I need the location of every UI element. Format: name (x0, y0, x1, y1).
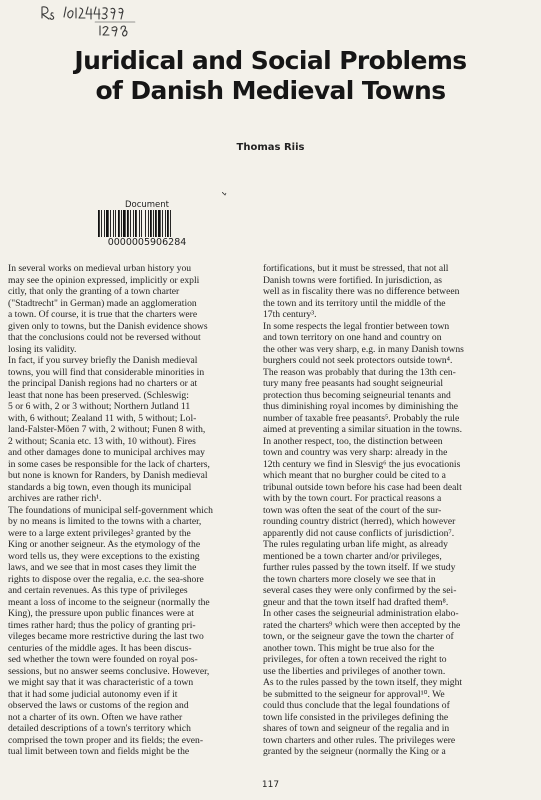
text-line: King), the pressure upon public finances were at (8, 608, 194, 619)
text-line: by no means is limited to the towns with a charter, (8, 516, 202, 527)
text-line: with by the town court. For practical reasons a (263, 493, 442, 504)
text-line: the town charters more closely we see that in (263, 573, 436, 585)
document-number: 0000005906284 (107, 237, 187, 248)
text-line: may see the opinion expressed, implicitly or expli (8, 274, 200, 286)
text-line: granted by the seigneur (normally the King or a (263, 746, 446, 757)
text-line: times rather hard; thus the policy of granting pri- (8, 619, 196, 631)
text-line: rights to dispose over the regalia, e.c. the sea-shore (8, 573, 204, 585)
text-line: could thus conclude that the legal foundations of (263, 700, 450, 711)
title-line-1: Juridical and Social Problems (74, 46, 467, 75)
text-line: be submitted to the seigneur for approval¹⁰. We (263, 688, 445, 700)
text-line: privileges, for often a town received the right to (263, 654, 447, 665)
text-line: the town and its territory until the middle of the (263, 297, 446, 309)
text-line: archives are rather rich¹. (8, 493, 102, 504)
text-line: in some cases be responsible for the lack of charters, (8, 458, 210, 470)
text-line: given only to towns, but the Danish evidence shows (8, 320, 208, 332)
text-line: sessions, but no answer seems conclusive. However, (8, 665, 210, 677)
text-line: tribunal outside town before his case had been dealt (263, 481, 462, 493)
tick-mark (222, 192, 227, 197)
title-line-2: of Danish Medieval Towns (95, 76, 446, 105)
text-line: another town. This might be true also for the (263, 642, 435, 654)
text-line: detailed descriptions of a town's territory which (8, 723, 191, 734)
text-line: laws, and we see that in most cases they limit the (8, 562, 197, 573)
text-line: with, 6 without; Zealand 11 with, 5 without; Lol- (8, 412, 197, 424)
text-line: comprised the town proper and its fields; the even- (8, 734, 204, 746)
text-line: and other damages done to municipal archives may (8, 447, 205, 458)
text-line: but none is known for Randers, by Danish medieval (8, 470, 208, 481)
barcode-image (97, 210, 197, 237)
text-line: that the conclusions could not be reversed without (8, 332, 201, 343)
text-line: citly, that only the granting of a town charter (8, 286, 180, 297)
text-line: shares of town and seigneur of the regalia and in (263, 723, 450, 734)
text-line: centuries of the middle ages. It has been discus- (8, 642, 192, 654)
text-line: several cases they were only confirmed by the sei- (263, 585, 457, 596)
text-line: aimed at preventing a similar situation in the towns. (263, 424, 463, 435)
text-line: The rules regulating urban life might, as already (263, 539, 448, 550)
text-line: observed the laws or customs of the region and (8, 700, 189, 711)
text-line: King or another seigneur. As the etymology of the (8, 539, 201, 550)
text-line: and certain revenues. As this type of privileges (8, 585, 188, 596)
text-line: In fact, if you survey briefly the Danish medieval (8, 355, 198, 366)
text-line: use the liberties and privileges of another town. (263, 665, 446, 677)
text-line: standards a big town, even though its municipal (8, 481, 192, 493)
author-name: Thomas Riis (236, 142, 305, 153)
text-line: In some respects the legal frontier between town (263, 320, 450, 332)
text-line: Danish towns were fortified. In jurisdiction, as (263, 274, 443, 286)
document-label-text: Document (124, 200, 170, 210)
archive-handwriting-mark (40, 4, 160, 38)
text-line: As to the rules passed by the town itself, they might (263, 677, 463, 688)
text-line: protection thus becoming seigneurial tenants and (263, 389, 451, 401)
left-text-column (8, 263, 248, 758)
text-line: meant a loss of income to the seigneur (normally the (8, 596, 210, 608)
text-line: which meant that no burgher could be cited to a (263, 470, 446, 481)
text-line: fortifications, but it must be stressed, that not all (263, 263, 449, 274)
text-line: that it had some judicial autonomy even if it (8, 688, 178, 700)
text-line: a town. Of course, it is true that the charters were (8, 309, 198, 320)
text-line: the principal Danish regions had no charters or at (8, 378, 198, 389)
text-line: we might say that it was characteristic of a town (8, 677, 194, 688)
text-line: gneur and that the town itself had drafted them⁸. (263, 596, 449, 608)
text-line: 2 without; Scania etc. 13 with, 10 without). Fires (8, 435, 196, 447)
text-line: The reason was probably that during the 13th cen- (263, 366, 456, 378)
text-line: rounding country district (herred), which however (263, 516, 456, 527)
text-line: not a charter of its own. Often we have rather (8, 711, 183, 723)
text-line: ("Stadtrecht" in German) made an agglomeration (8, 297, 197, 309)
text-line: In several works on medieval urban history you (8, 263, 192, 274)
page-number: 117 (261, 780, 280, 790)
text-line: tury many free peasants had sought seigneurial (263, 378, 444, 389)
text-line: and town territory on one hand and country on (263, 332, 442, 343)
text-line: land-Falster-Möen 7 with, 2 without; Funen 8 with, (8, 424, 206, 435)
text-line: town, or the seigneur gave the town the charter of (263, 631, 454, 642)
text-line: thus diminishing royal incomes by diminishing the (263, 401, 459, 412)
text-line: word tells us, they were exceptions to the existing (8, 550, 200, 562)
text-line: losing its validity. (8, 343, 77, 355)
text-line: town life consisted in the privileges defining the (263, 711, 449, 723)
text-line: least that none has been preserved. (Schleswig: (8, 389, 189, 401)
text-line: burghers could not seek protectors outside town⁴. (263, 355, 453, 366)
text-line: apparently did not cause conflicts of jurisdiction⁷. (263, 527, 455, 539)
text-line: town charters and other rules. The privileges were (263, 734, 456, 746)
text-line: number of taxable free peasants⁵. Probably the rule (263, 412, 460, 424)
text-line: mentioned be a town charter and/or privileges, (263, 550, 442, 562)
text-line: rated the charters⁹ which were then accepted by the (263, 619, 461, 631)
text-line: sed whether the town were founded on royal pos- (8, 654, 198, 665)
right-text-column (263, 263, 527, 758)
text-line: town was often the seat of the court of the sur- (263, 504, 442, 516)
text-line: In other cases the seigneurial administration elabo- (263, 608, 459, 619)
text-line: 17th century³. (263, 309, 317, 320)
text-line: The foundations of municipal self-government which (8, 504, 213, 516)
text-line: In another respect, too, the distinction between (263, 435, 443, 447)
text-line: further rules passed by the town itself. If we study (263, 562, 456, 573)
text-line: 12th century we find in Slesvig⁶ the jus evocationis (263, 458, 461, 470)
text-line: tual limit between town and fields might be the (8, 746, 190, 757)
article-title (0, 46, 541, 106)
text-line: were to a large extent privileges² granted by the (8, 527, 191, 539)
text-line: well as in fiscality there was no difference between (263, 286, 460, 297)
text-line: towns, you will find that considerable minorities in (8, 366, 205, 378)
text-line: the other was very sharp, e.g. in many Danish towns (263, 343, 464, 355)
text-line: 5 or 6 with, 2 or 3 without; Northern Jutland 11 (8, 401, 191, 412)
document-barcode-label (88, 200, 206, 248)
text-line: vileges became more restrictive during the last two (8, 631, 204, 642)
text-line: town and country was very sharp: already in the (263, 447, 448, 458)
